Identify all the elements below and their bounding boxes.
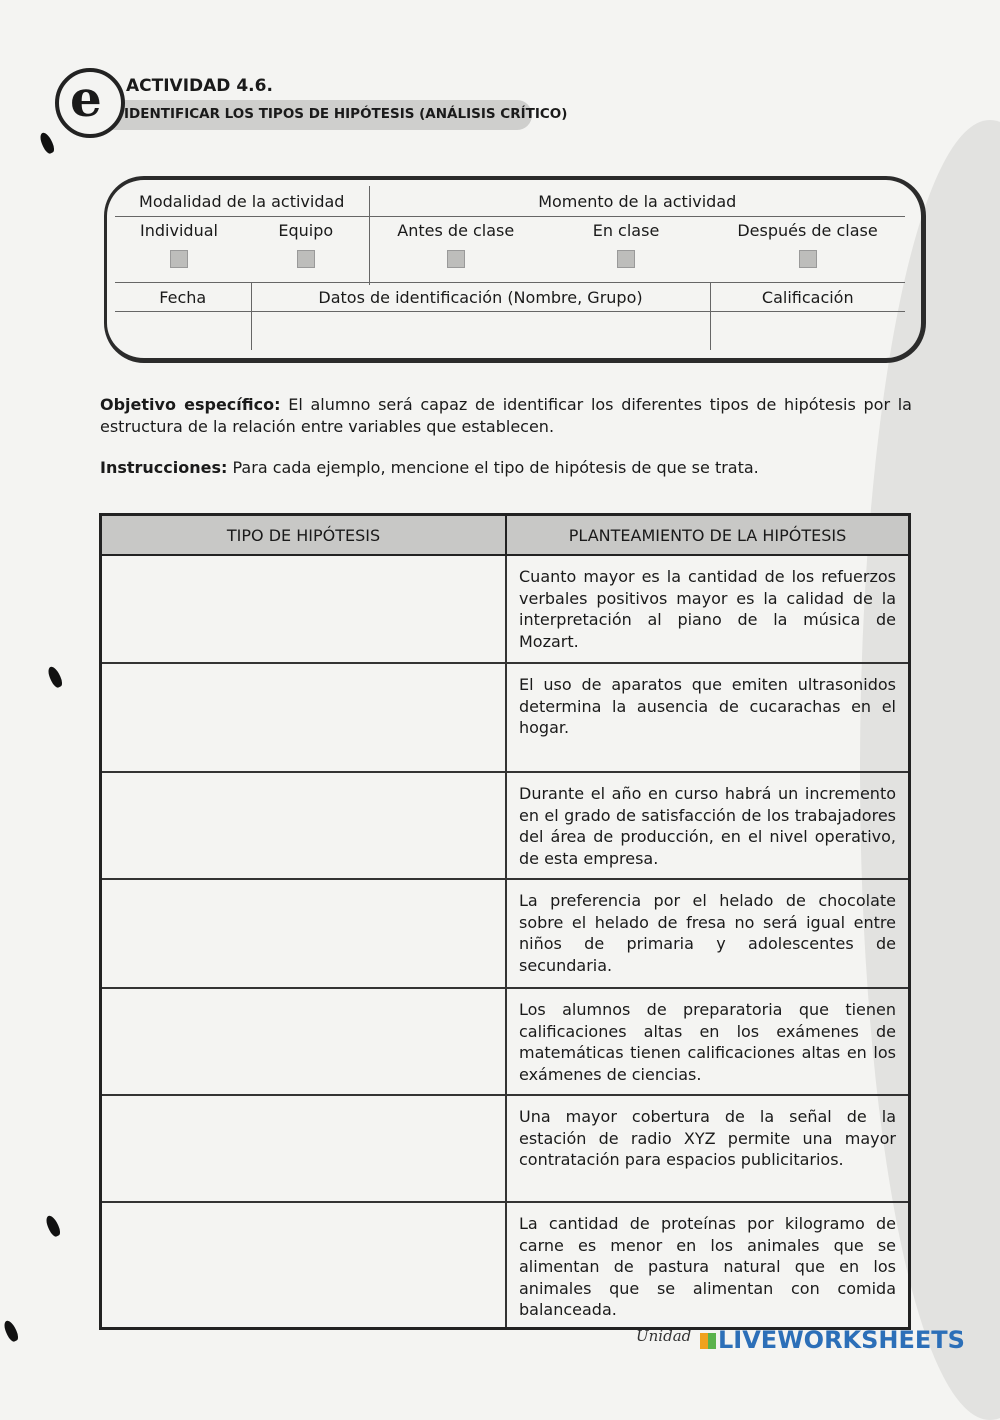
activity-subtitle: IDENTIFICAR LOS TIPOS DE HIPÓTESIS (ANÁLISIS CRÍTICO): [124, 106, 568, 122]
antes-checkbox[interactable]: [447, 250, 465, 268]
activity-info-table: [115, 186, 905, 285]
despues-checkbox[interactable]: [799, 250, 817, 268]
table-row: [101, 879, 910, 988]
option-en-clase: [542, 217, 710, 286]
answer-cell[interactable]: [101, 879, 507, 988]
fecha-label: Fecha: [115, 283, 251, 312]
logo-icon: [55, 68, 125, 138]
statement-cell: La cantidad de proteínas por kilogramo de carne es menor en los animales que se alimentan de pastura natural que en los animales que se alimentan con comida balanceada.: [506, 1202, 910, 1328]
logo-letter: e: [70, 69, 102, 128]
header-planteamiento: PLANTEAMIENTO DE LA HIPÓTESIS: [506, 515, 910, 556]
objective-label: Objetivo específico:: [100, 395, 281, 414]
table-row: [101, 1202, 910, 1328]
table-row: [101, 988, 910, 1095]
punch-hole-mark: [2, 1319, 20, 1343]
momento-label: Momento de la actividad: [369, 186, 905, 217]
answer-cell[interactable]: [101, 772, 507, 879]
option-label: Equipo: [278, 221, 334, 240]
table-header-row: [101, 515, 910, 556]
answer-cell[interactable]: [101, 988, 507, 1095]
answer-cell[interactable]: [101, 555, 507, 663]
table-row: [101, 663, 910, 772]
modalidad-label: Modalidad de la actividad: [115, 186, 369, 217]
option-equipo: [243, 217, 369, 286]
calificacion-field[interactable]: [710, 312, 905, 351]
statement-cell: Los alumnos de preparatoria que tienen calificaciones altas en los exámenes de matemáticas tienen calificaciones altas en los exámenes de ciencias.: [506, 988, 910, 1095]
table-row: [101, 1095, 910, 1202]
punch-hole-mark: [44, 1214, 62, 1238]
en-clase-checkbox[interactable]: [617, 250, 635, 268]
statement-cell: Una mayor cobertura de la señal de la estación de radio XYZ permite una mayor contratación para espacios publicitarios.: [506, 1095, 910, 1202]
table-row: [101, 772, 910, 879]
table-row: [101, 555, 910, 663]
brand-text: LIVEWORKSHEETS: [718, 1326, 965, 1354]
datos-label: Datos de identificación (Nombre, Grupo): [251, 283, 710, 312]
answer-cell[interactable]: [101, 1202, 507, 1328]
activity-title: ACTIVIDAD 4.6.: [126, 76, 273, 96]
answer-cell[interactable]: [101, 663, 507, 772]
header-tipo: TIPO DE HIPÓTESIS: [101, 515, 507, 556]
individual-checkbox[interactable]: [170, 250, 188, 268]
statement-cell: La preferencia por el helado de chocolate sobre el helado de fresa no será igual entre niños de primaria y adolescentes de secundaria.: [506, 879, 910, 988]
instructions-paragraph: [100, 457, 912, 479]
instructions-label: Instrucciones:: [100, 458, 228, 477]
objective-paragraph: [100, 394, 912, 438]
statement-cell: Cuanto mayor es la cantidad de los refuerzos verbales positivos mayor es la calidad de la interpretación al piano de la música de Mozart.: [506, 555, 910, 663]
option-label: Antes de clase: [397, 221, 515, 240]
option-label: Después de clase: [737, 221, 878, 240]
statement-cell: El uso de aparatos que emiten ultrasonidos determina la ausencia de cucarachas en el hogar.: [506, 663, 910, 772]
punch-hole-mark: [38, 131, 56, 155]
identification-table: [115, 282, 905, 350]
datos-field[interactable]: [251, 312, 710, 351]
option-label: Individual: [140, 221, 218, 240]
answer-cell[interactable]: [101, 1095, 507, 1202]
equipo-checkbox[interactable]: [297, 250, 315, 268]
statement-cell: Durante el año en curso habrá un incremento en el grado de satisfacción de los trabajadores del área de producción, en el nivel operativo, de esta empresa.: [506, 772, 910, 879]
objective-text: El alumno será capaz de identificar los diferentes tipos de hipótesis por la estructura de la relación entre variables que establecen.: [100, 395, 912, 436]
liveworksheets-icon: [700, 1333, 716, 1349]
liveworksheets-logo: [700, 1326, 965, 1354]
option-individual: [115, 217, 243, 286]
option-antes: [369, 217, 542, 286]
fecha-field[interactable]: [115, 312, 251, 351]
option-despues: [710, 217, 905, 286]
instructions-text: Para cada ejemplo, mencione el tipo de hipótesis de que se trata.: [232, 458, 759, 477]
footer-unit: Unidad: [636, 1327, 692, 1345]
calificacion-label: Calificación: [710, 283, 905, 312]
option-label: En clase: [592, 221, 660, 240]
punch-hole-mark: [46, 665, 64, 689]
hypothesis-table: [99, 513, 911, 1330]
